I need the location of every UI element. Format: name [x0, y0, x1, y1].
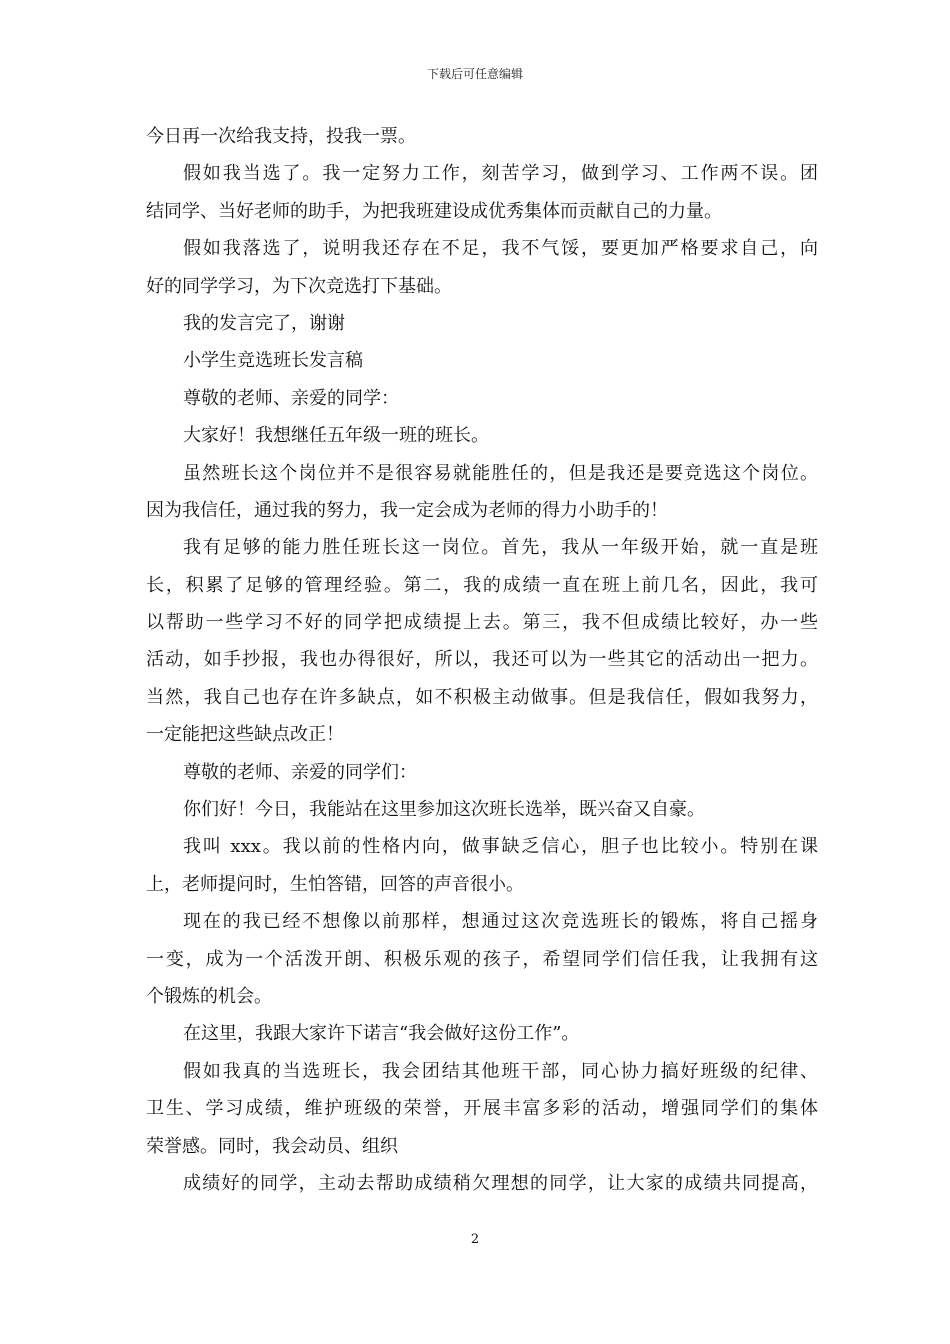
- text-line: 好的同学学习，为下次竞选打下基础。: [146, 275, 452, 297]
- text-line: 活动，如手抄报，我也办得很好，所以，我还可以为一些其它的活动出一把力。: [146, 649, 818, 671]
- text-line: 尊敬的老师、亲爱的同学：: [183, 387, 399, 409]
- text-line: 上，老师提问时，生怕答错，回答的声音很小。: [146, 873, 524, 895]
- text-line: 大家好！我想继任五年级一班的班长。: [183, 425, 489, 447]
- text-line: 一定能把这些缺点改正！: [146, 724, 344, 746]
- text-line: 一变，成为一个活泼开朗、积极乐观的孩子，希望同学们信任我，让我拥有这: [146, 948, 818, 970]
- text-line: 卫生、学习成绩，维护班级的荣誉，开展丰富多彩的活动，增强同学们的集体: [146, 1098, 818, 1120]
- text-line: 尊敬的老师、亲爱的同学们：: [183, 761, 417, 783]
- page-number: 2: [470, 1232, 480, 1247]
- document-body: [146, 118, 818, 1202]
- text-line: 假如我落选了，说明我还存在不足，我不气馁，要更加严格要求自己，向: [183, 238, 818, 260]
- text-line: 个锻炼的机会。: [146, 985, 272, 1007]
- text-line: 成绩好的同学，主动去帮助成绩稍欠理想的同学，让大家的成绩共同提高，: [183, 1172, 818, 1194]
- text-line: 当然，我自己也存在许多缺点，如不积极主动做事。但是我信任，假如我努力，: [146, 686, 818, 708]
- text-line: 假如我真的当选班长，我会团结其他班干部，同心协力搞好班级的纪律、: [183, 1060, 818, 1082]
- text-line: 假如我当选了。我一定努力工作，刻苦学习，做到学习、工作两不误。团: [183, 163, 818, 185]
- text-line: 我有足够的能力胜任班长这一岗位。首先，我从一年级开始，就一直是班: [183, 537, 818, 559]
- text-line: 我的发言完了，谢谢: [183, 312, 345, 334]
- text-line: 你们好！今日，我能站在这里参加这次班长选举，既兴奋又自豪。: [183, 799, 705, 821]
- text-line: 今日再一次给我支持，投我一票。: [146, 126, 416, 147]
- text-line: 因为我信任，通过我的努力，我一定会成为老师的得力小助手的！: [146, 499, 668, 521]
- text-line: 以帮助一些学习不好的同学把成绩提上去。第三，我不但成绩比较好，办一些: [146, 612, 818, 634]
- text-line: 我叫 xxx。我以前的性格内向，做事缺乏信心，胆子也比较小。特别在课: [183, 836, 818, 858]
- text-line: 长，积累了足够的管理经验。第二，我的成绩一直在班上前几名，因此，我可: [146, 574, 818, 596]
- page-header: 下载后可任意编辑: [426, 67, 523, 81]
- text-line: 小学生竞选班长发言稿: [183, 350, 363, 372]
- text-line: 在这里，我跟大家许下诺言“我会做好这份工作”。: [183, 1023, 580, 1045]
- text-line: 结同学、当好老师的助手，为把我班建设成优秀集体而贡献自己的力量。: [146, 200, 722, 222]
- text-line: 虽然班长这个岗位并不是很容易就能胜任的，但是我还是要竞选这个岗位。: [183, 462, 818, 484]
- text-line: 现在的我已经不想像以前那样，想通过这次竞选班长的锻炼，将自己摇身: [183, 911, 818, 933]
- text-line: 荣誉感。同时，我会动员、组织: [146, 1135, 398, 1157]
